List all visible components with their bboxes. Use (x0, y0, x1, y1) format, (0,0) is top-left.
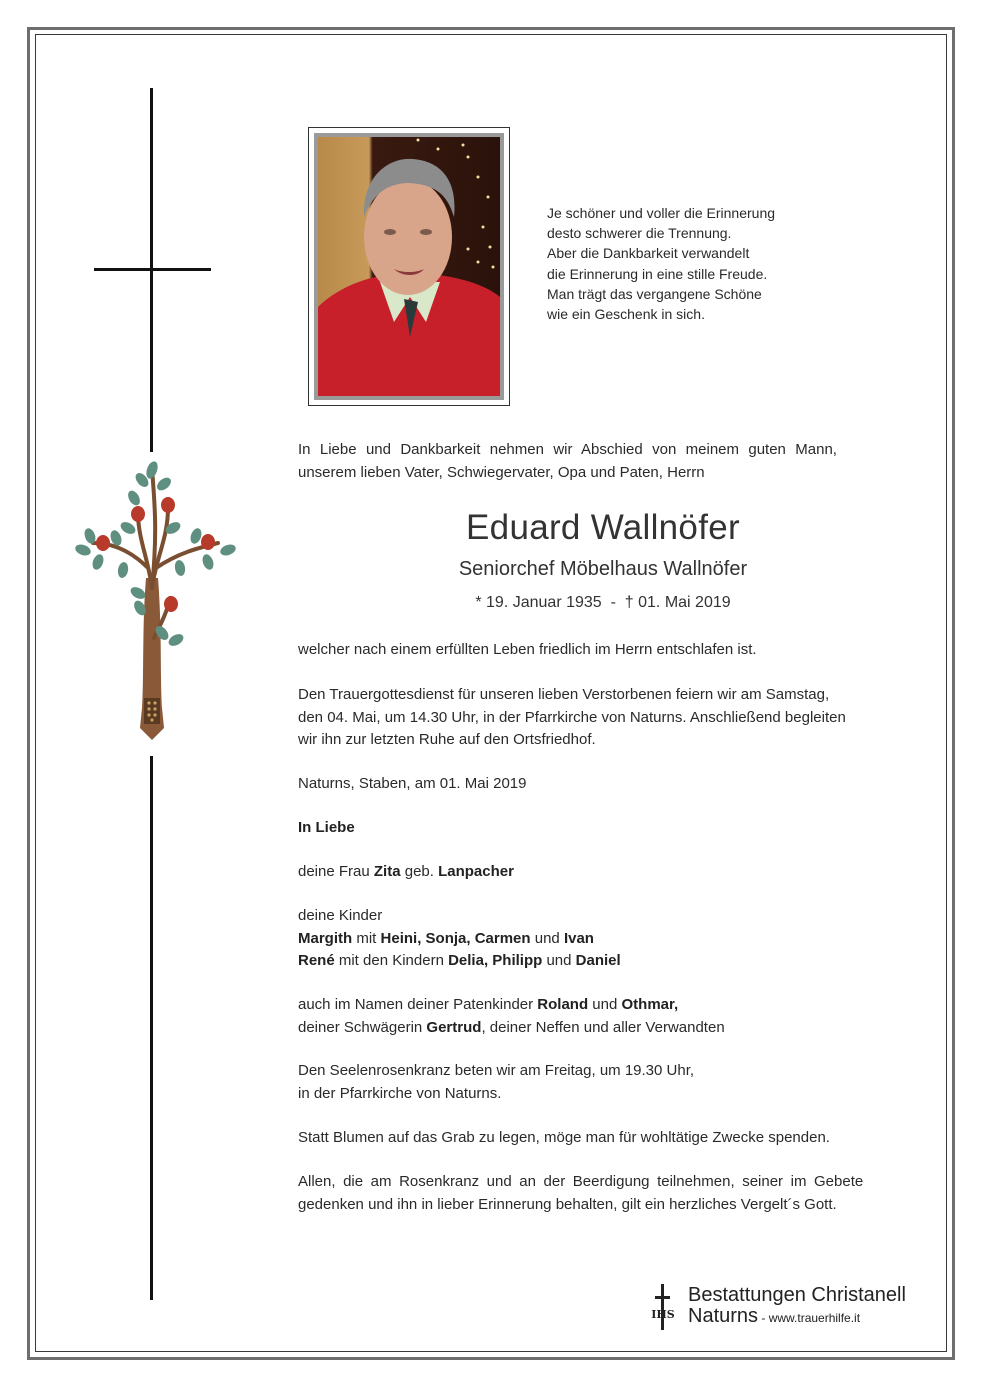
wife-prefix: deine Frau (298, 863, 374, 880)
closing-paragraph (298, 1171, 908, 1216)
relatives-line (298, 1017, 908, 1040)
godchildren-text: auch im Namen deiner Patenkinder (298, 996, 538, 1013)
life-dates: * 19. Januar 1935 - † 01. Mai 2019 (475, 594, 731, 611)
in-love-heading (298, 817, 908, 840)
funeral-home-logo (648, 1284, 928, 1332)
godchildren-text: und (588, 996, 622, 1013)
service-line: Den Trauergottesdienst für unseren lieben Verstorbenen feiern wir am Samstag, (298, 686, 830, 703)
grandchild-name: Daniel (575, 952, 621, 969)
child-text: und (542, 952, 576, 969)
grandchildren-names: Heini, Sonja, Carmen (380, 929, 531, 947)
tree-cross-image (68, 458, 238, 748)
wife-line (298, 861, 908, 884)
portrait-illustration (318, 137, 500, 396)
portrait-mat (314, 133, 504, 400)
sister-in-law-name: Gertrud (426, 1018, 482, 1036)
intro-line-1: In Liebe und Dankbarkeit nehmen wir Abschied von meinem guten Mann, (298, 441, 837, 458)
cross-vertical-lower (150, 756, 153, 1300)
quote-line: desto schwerer die Trennung. (547, 225, 732, 242)
wife-maiden-name: Lanpacher (438, 863, 514, 880)
wife-mid: geb. (400, 863, 439, 880)
child-line-1 (298, 928, 908, 951)
passed-away-text: welcher nach einem erfüllten Leben friedlich im Herrn entschlafen ist. (298, 641, 757, 658)
quote-line: wie ein Geschenk in sich. (547, 306, 705, 323)
tree-trunk (140, 578, 164, 740)
rosary-line: Den Seelenrosenkranz beten wir am Freitag, um 19.30 Uhr, (298, 1062, 695, 1079)
children-block (298, 905, 908, 973)
in-love-text: In Liebe (298, 819, 355, 836)
relatives-text: deiner Schwägerin (298, 1018, 427, 1036)
closing-line: gedenken und ihn in lieber Erinnerung behalten, gilt ein herzliches Vergelt´s Gott. (298, 1195, 837, 1213)
child-text: mit (352, 929, 381, 947)
godchild-name: Roland (537, 996, 589, 1013)
company-town: Naturns (688, 1305, 759, 1327)
logo-glyph: IHS (651, 1308, 675, 1321)
company-name: Bestattungen Christanell (688, 1284, 906, 1306)
portrait-frame (308, 127, 510, 406)
quote-line: Je schöner und voller die Erinnerung (547, 205, 776, 221)
memorial-quote (547, 203, 837, 324)
closing-line: Allen, die am Rosenkranz und an der Beerdigung teilnehmen, seiner im Gebete (298, 1173, 864, 1190)
rosary-paragraph (298, 1060, 908, 1105)
company-location (688, 1305, 860, 1328)
wife-name: Zita (373, 863, 401, 880)
godchild-name: Othmar (621, 996, 675, 1013)
deceased-title: Seniorchef Möbelhaus Wallnöfer (458, 558, 748, 580)
godchildren-line (298, 994, 908, 1017)
grandchildren-names: Delia, Philipp (448, 952, 543, 969)
deceased-name: Eduard Wallnöfer (466, 508, 740, 547)
intro-paragraph (298, 439, 908, 484)
flowers-note: Statt Blumen auf das Grab zu legen, möge man für wohltätige Zwecke spenden. (298, 1129, 830, 1146)
portrait-photo (318, 137, 500, 396)
quote-line: die Erinnerung in eine stille Freude. (547, 265, 768, 282)
intro-line-2: unserem lieben Vater, Schwiegervater, Opa und Paten, Herrn (298, 463, 705, 481)
child-name: René (298, 952, 335, 969)
children-label: deine Kinder (298, 907, 383, 924)
relatives-text: , deiner Neffen und aller Verwandten (481, 1018, 725, 1036)
service-line: den 04. Mai, um 14.30 Uhr, in der Pfarrkirche von Naturns. Anschließend begleiten (298, 708, 846, 726)
ihs-cross-icon (648, 1284, 678, 1330)
company-website[interactable]: - www.trauerhilfe.it (758, 1311, 861, 1325)
funeral-service-paragraph (298, 684, 908, 752)
child-text: mit den Kindern (334, 952, 449, 969)
godchildren-comma: , (674, 996, 679, 1013)
child-text: und (530, 929, 564, 947)
place-date: Naturns, Staben, am 01. Mai 2019 (298, 775, 527, 792)
grandchild-name: Ivan (563, 929, 594, 947)
cross-crossbar (94, 268, 211, 271)
rosary-line: in der Pfarrkirche von Naturns. (298, 1084, 502, 1102)
service-line: wir ihn zur letzten Ruhe auf den Ortsfriedhof. (298, 731, 596, 748)
child-line-2 (298, 950, 908, 973)
child-name: Margith (298, 929, 353, 947)
quote-line: Aber die Dankbarkeit verwandelt (547, 245, 750, 262)
relatives-block (298, 994, 908, 1039)
quote-line: Man trägt das vergangene Schöne (547, 285, 762, 302)
